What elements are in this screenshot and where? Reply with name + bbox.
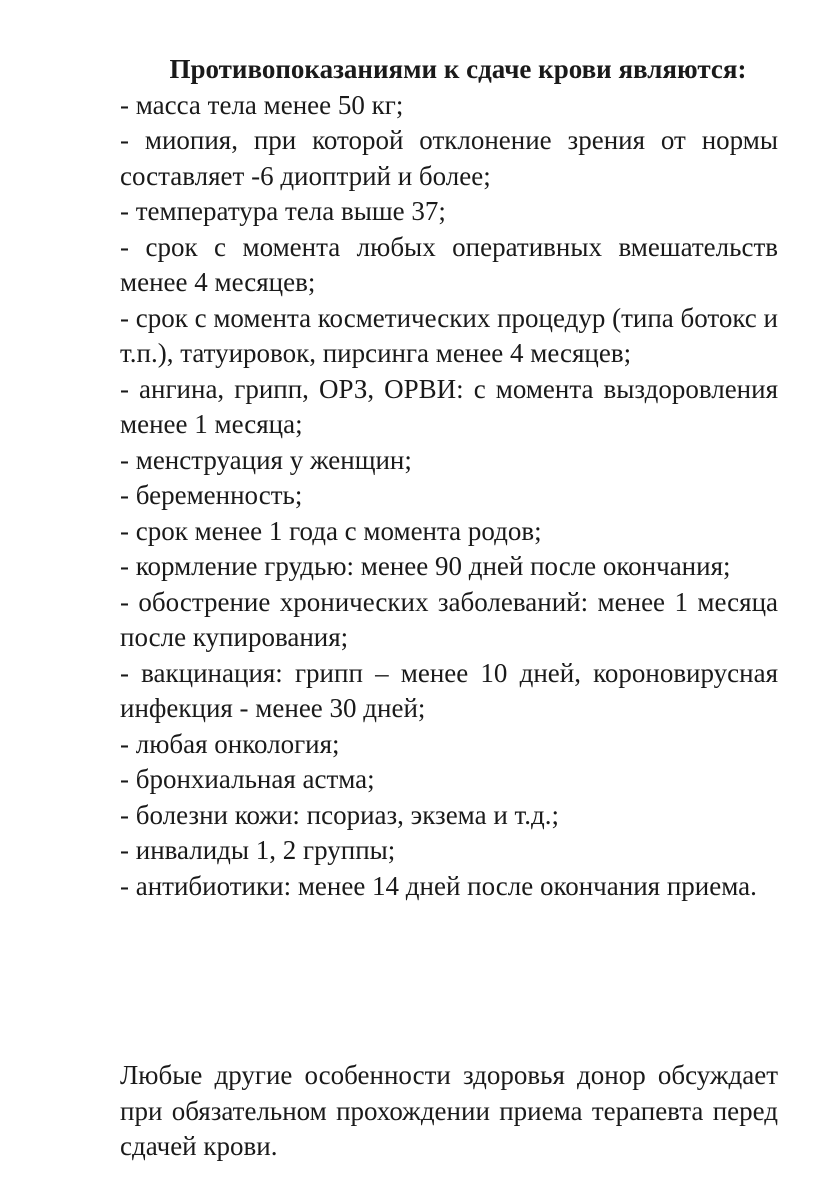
list-item: - болезни кожи: псориаз, экзема и т.д.; [120,799,560,830]
list-item: - срок менее 1 года с момента родов; [120,515,542,546]
list-item: - обострение хронических заболеваний: менее 1 месяца после купирования; [120,586,778,652]
list-item: - кормление грудью: менее 90 дней после окончания; [120,551,731,581]
page-title: Противопоказаниями к сдаче крови являются: [169,54,747,84]
list-item: - бронхиальная астма; [120,764,375,794]
footer-note: Любые другие особенности здоровья донор обсуждает при обязательном прохождении приема терапевта перед сдачей крови. [120,1060,778,1161]
list-item: - температура тела выше 37; [120,196,446,226]
list-item: - масса тела менее 50 кг; [120,89,404,120]
contraindications-list [120,88,778,905]
list-item: - срок с момента косметических процедур (типа ботокс и т.п.), татуировок, пирсинга менее 4 месяцев; [120,302,778,368]
list-item: - вакцинация: грипп – менее 10 дней, короновирусная инфекция - менее 30 дней; [120,657,778,723]
list-item: - миопия, при которой отклонение зрения от нормы составляет -6 диоптрий и более; [120,125,778,191]
list-item: - антибиотики: менее 14 дней после окончания приема. [120,870,757,901]
list-item: - срок с момента любых оперативных вмешательств менее 4 месяцев; [120,231,778,297]
list-item: - инвалиды 1, 2 группы; [120,835,396,865]
list-item: - любая онкология; [120,728,340,759]
list-item: - менструация у женщин; [120,444,412,475]
list-item: - беременность; [120,480,303,510]
list-item: - ангина, грипп, ОРЗ, ОРВИ: с момента выздоровления менее 1 месяца; [120,373,778,439]
contraindications-section [120,52,778,904]
